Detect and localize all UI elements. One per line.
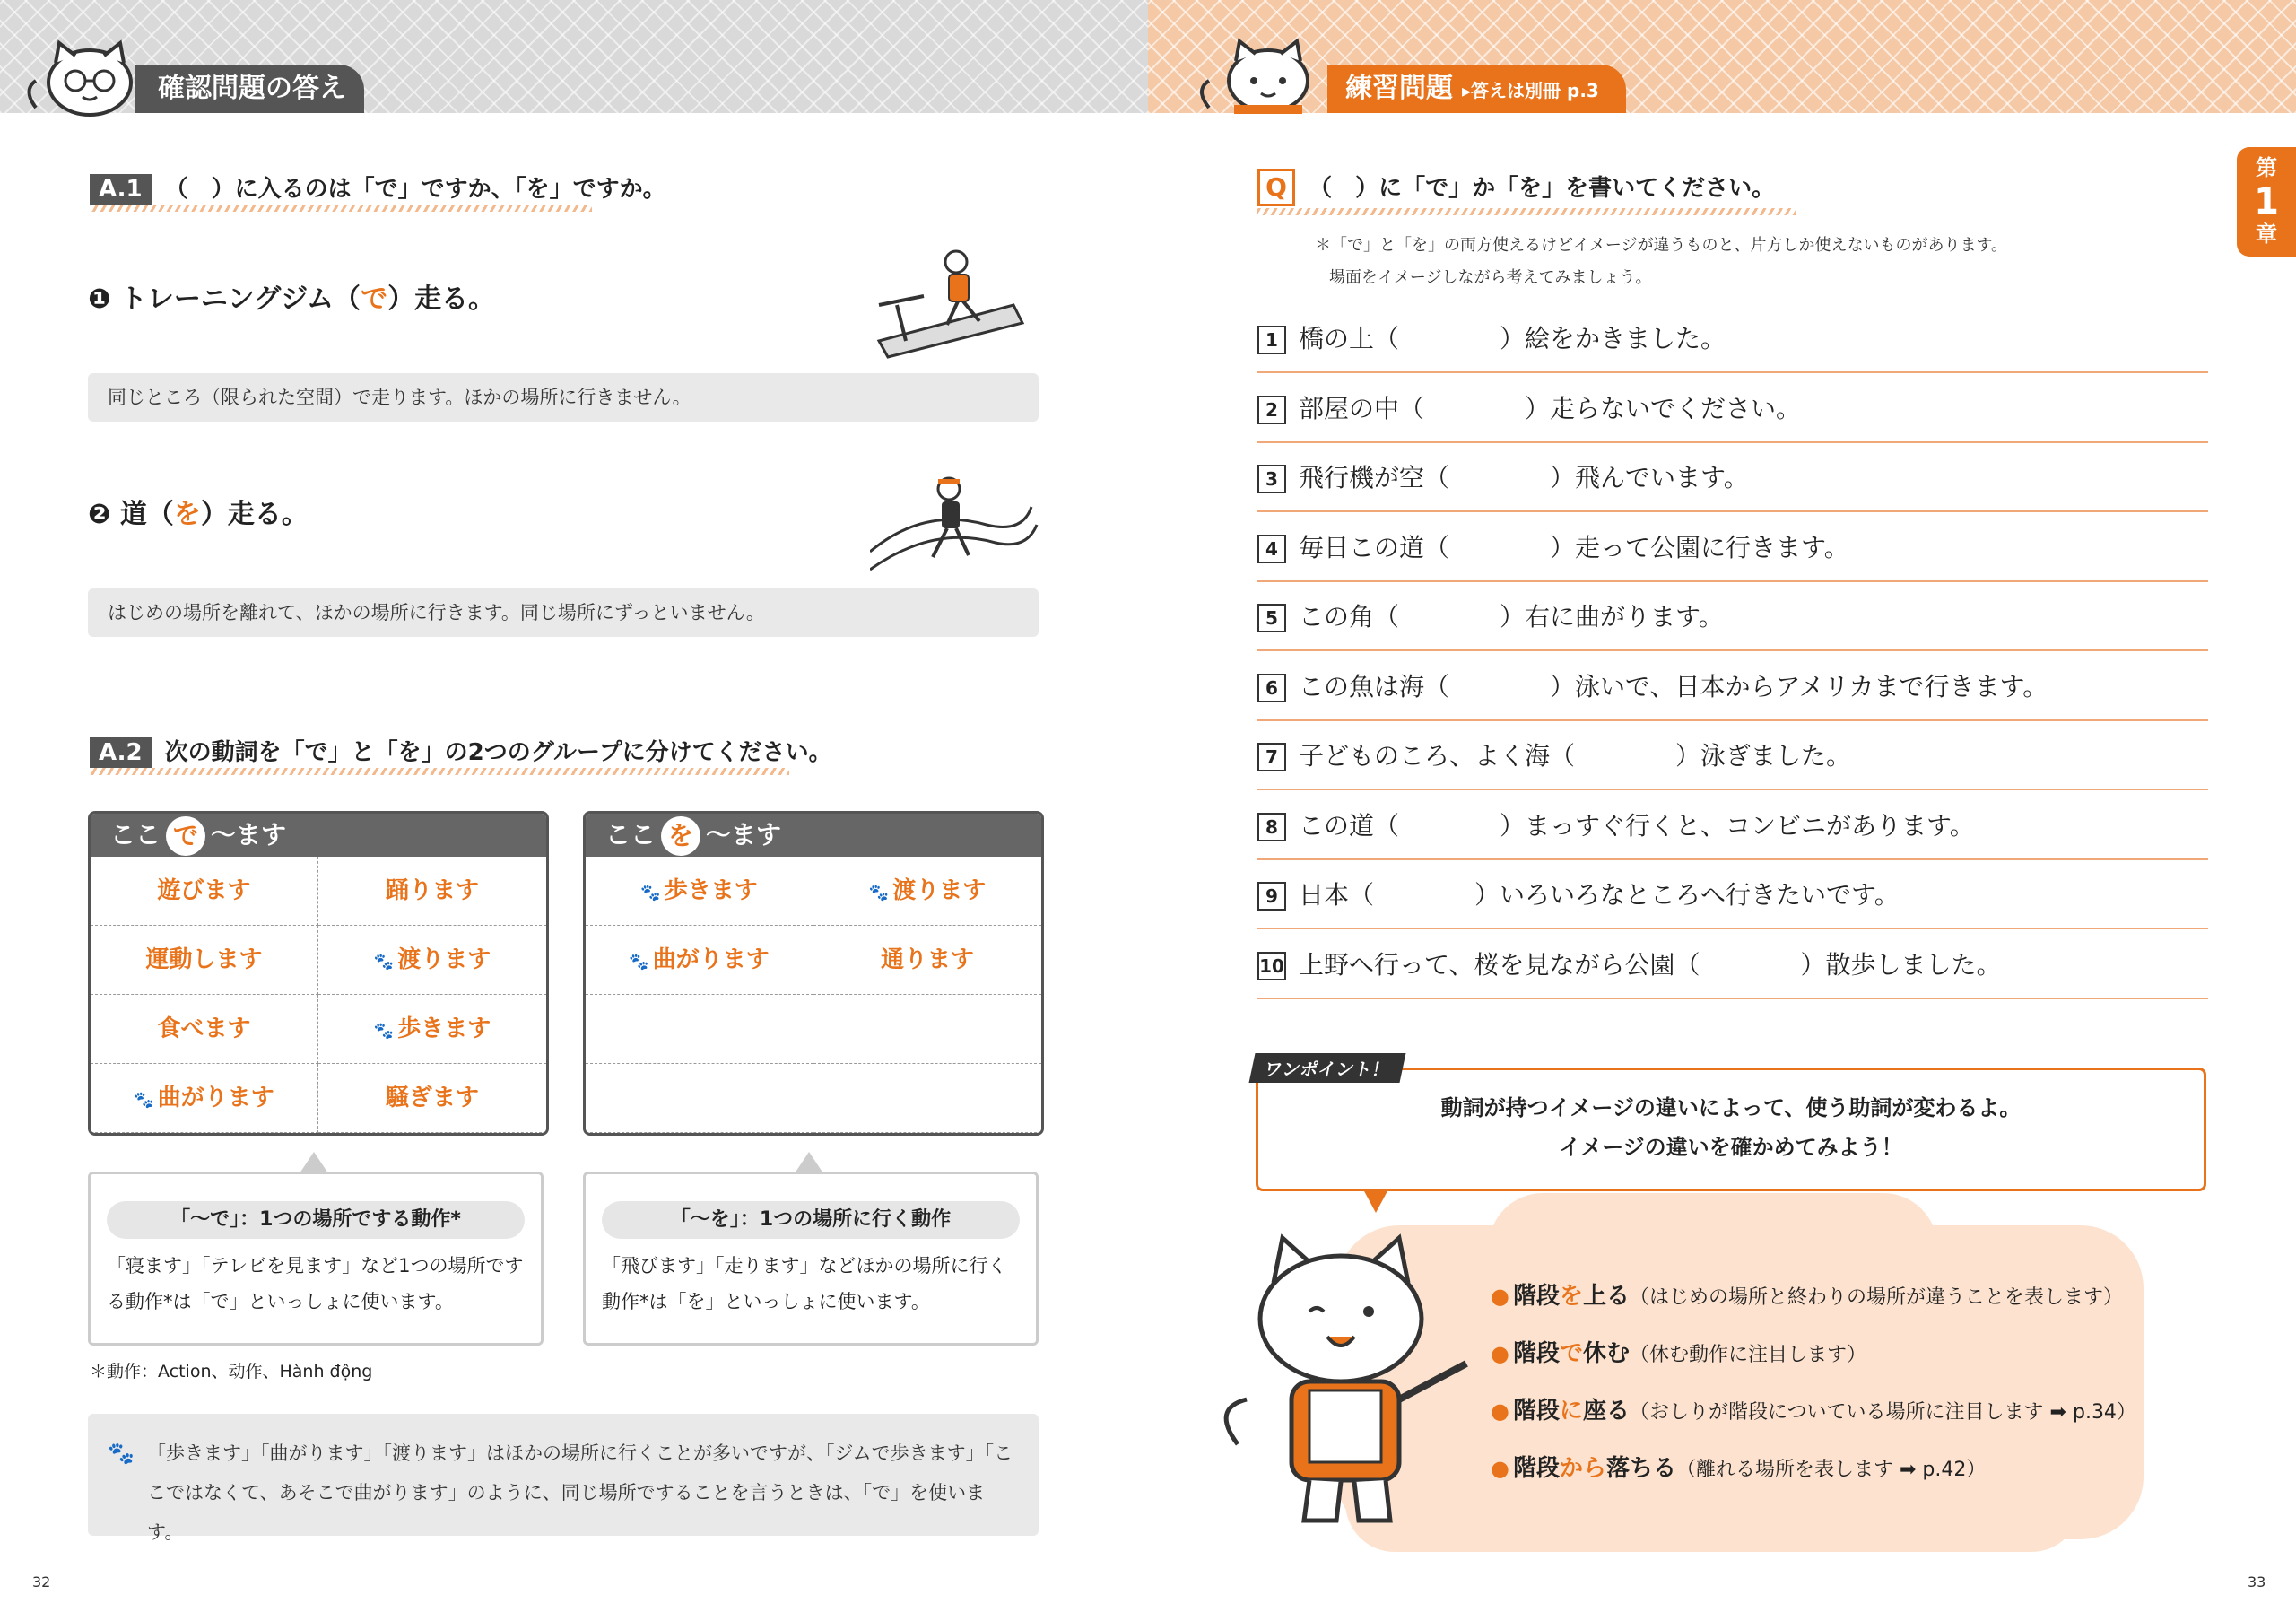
question-row [1257, 653, 2208, 721]
bullet-dot: ● [1491, 1284, 1509, 1309]
right-header-title [1327, 65, 1626, 113]
bullet-word-b: 休む [1582, 1340, 1630, 1367]
paw-icon: 🐾 [868, 884, 890, 902]
paw-icon: 🐾 [373, 1022, 395, 1041]
table-cell-text: 渡ります [397, 946, 491, 973]
question-number: 2 [1257, 396, 1286, 424]
question-row [1257, 792, 2208, 860]
bullet-item [1491, 1335, 1866, 1368]
table-cell [91, 926, 318, 995]
table-de-head-particle: で [166, 816, 205, 856]
question-number: 5 [1257, 604, 1286, 632]
paw-icon: 🐾 [134, 1091, 154, 1110]
onepoint-line1: 動詞が持つイメージの違いによって、使う助詞が変わるよ。 [1440, 1095, 2022, 1120]
table-cell-text: 曲がります [157, 1085, 274, 1111]
question-row [1257, 305, 2208, 373]
table-de-head-suffix: ～ます [211, 820, 287, 850]
cat-pointing-icon [1211, 1229, 1480, 1525]
table-cell-text: 踊ります [385, 877, 479, 904]
onepoint-pointer [1363, 1190, 1388, 1213]
question-text: 上野へ行って、桜を見ながら公園（ ）散歩しました。 [1299, 949, 2002, 980]
table-cell [318, 857, 546, 926]
table-cell [318, 926, 546, 995]
q-label: Q [1257, 169, 1295, 206]
question-row [1257, 861, 2208, 929]
question-text: 子どものころ、よく海（ ）泳ぎました。 [1299, 741, 1852, 771]
treadmill-runner-icon [870, 242, 1031, 359]
table-cell-text: 曲がります [652, 946, 770, 973]
a1-item1-answer: で [361, 283, 388, 315]
table-wo [583, 811, 1044, 1136]
table-wo-grid [586, 857, 1041, 1133]
a2-note-text: 「歩きます」「曲がります」「渡ります」はほかの場所に行くことが多いですが、「ジムで歩きます」「ここではなくて、あそこで曲がります」のように、同じ場所ですることを言うときは、「で」を使います。 [147, 1442, 1013, 1543]
chapter-tab-top: 第 [2256, 155, 2277, 180]
table-cell [813, 857, 1041, 926]
question-number: 9 [1257, 882, 1286, 911]
bullet-item [1491, 1392, 2136, 1425]
question-text: 毎日この道（ ）走って公園に行きます。 [1299, 532, 1849, 562]
bullet-dot: ● [1491, 1341, 1509, 1366]
a1-item2-num: ❷ [88, 499, 111, 530]
onepoint-line2: イメージの違いを確かめてみよう！ [1559, 1135, 1903, 1160]
bullet-note: （休む動作に注目します） [1630, 1344, 1867, 1366]
question-row [1257, 931, 2208, 999]
right-header-title-text: 練習問題 [1345, 73, 1453, 104]
cat-face-icon [1189, 36, 1324, 117]
a1-item1-after: ）走る。 [387, 283, 496, 315]
table-cell-text: 渡ります [892, 877, 987, 904]
question-text: この道（ ）まっすぐ行くと、コンビニがあります。 [1299, 810, 1975, 841]
table-cell [91, 857, 318, 926]
paw-icon: 🐾 [373, 953, 395, 972]
bullet-word-a: 階段 [1512, 1455, 1560, 1482]
road-runner-icon [870, 471, 1040, 579]
question-text: 日本（ ）いろいろなところへ行きたいです。 [1299, 880, 1900, 910]
q-question: （ ）に「で」か「を」を書いてください。 [1309, 175, 1776, 202]
question-number: 1 [1257, 326, 1286, 354]
onepoint-tag: ワンポイント！ [1248, 1053, 1405, 1083]
question-row [1257, 583, 2208, 651]
bullet-word-b: 上る [1582, 1283, 1630, 1310]
a1-item2 [88, 492, 309, 531]
a1-item1-num: ❶ [88, 283, 111, 315]
table-de [88, 811, 549, 1136]
bubble-de [88, 1172, 544, 1346]
left-header-title: 確認問題の答え [135, 65, 364, 113]
question-number: 3 [1257, 465, 1286, 493]
a1-label: A.1 [90, 174, 152, 205]
bubble-wo-title: 「～を」：1つの場所に行く動作 [602, 1201, 1020, 1239]
table-cell [91, 1064, 318, 1133]
question-text: 飛行機が空（ ）飛んでいます。 [1299, 463, 1749, 492]
a1-item1 [88, 276, 495, 316]
q-note-1: ＊「で」と「を」の両方使えるけどイメージが違うものと、片方しか使えないものがあります。 [1315, 236, 2008, 255]
question-number: 6 [1257, 674, 1286, 702]
question-row [1257, 514, 2208, 582]
question-text: 橋の上（ ）絵をかきました。 [1299, 324, 1726, 353]
bubble-wo-pointer [795, 1152, 823, 1173]
table-de-head [91, 814, 546, 857]
bullet-note: （離れる場所を表します ➡ p.42） [1676, 1459, 1987, 1481]
q-note-2: 場面をイメージしながら考えてみましょう。 [1329, 268, 1652, 287]
bullet-particle: から [1559, 1455, 1606, 1482]
table-cell [586, 857, 813, 926]
question-text: この角（ ）右に曲がります。 [1299, 602, 1724, 632]
q-notes [1315, 230, 2007, 294]
left-page-number: 32 [32, 1573, 51, 1590]
q-heading [1257, 169, 1775, 206]
bullet-word-a: 階段 [1512, 1340, 1560, 1367]
bullet-item [1491, 1277, 2123, 1311]
question-row [1257, 722, 2208, 790]
table-cell-text: 食べます [157, 1015, 251, 1042]
a1-item1-before: トレーニングジム（ [119, 283, 361, 315]
table-wo-head-suffix: ～ます [706, 820, 782, 850]
table-cell-text: 運動します [145, 946, 263, 973]
table-cell [813, 995, 1041, 1064]
a2-label: A.2 [90, 737, 152, 768]
a1-item2-after: ）走る。 [200, 499, 309, 530]
a2-question: 次の動詞を「で」と「を」の2つのグループに分けてください。 [164, 739, 832, 766]
question-number: 4 [1257, 535, 1286, 563]
table-cell [318, 995, 546, 1064]
table-cell-text: 歩きます [397, 1015, 491, 1042]
bullet-note: （おしりが階段についている場所に注目します ➡ p.34） [1630, 1401, 2136, 1424]
a2-heading [90, 734, 832, 767]
paw-icon: 🐾 [108, 1441, 135, 1466]
bubble-wo [583, 1172, 1039, 1346]
table-cell [318, 1064, 546, 1133]
table-cell-text: 遊びます [157, 877, 251, 904]
onepoint-box [1256, 1068, 2206, 1191]
a2-footnote: ＊動作：Action、动作、Hành động [90, 1362, 373, 1381]
table-de-head-prefix: ここ [110, 820, 161, 850]
bubble-wo-text: 「飛びます」「走ります」などほかの場所に行く動作*は「を」といっしょに使います。 [602, 1255, 1007, 1312]
question-text: この魚は海（ ）泳いで、日本からアメリカまで行きます。 [1299, 671, 2048, 702]
table-cell [91, 995, 318, 1064]
a1-item1-explanation: 同じところ（限られた空間）で走ります。ほかの場所に行きません。 [88, 373, 1039, 422]
bullet-dot: ● [1491, 1456, 1509, 1481]
bullet-dot: ● [1491, 1399, 1509, 1424]
table-cell-text: 歩きます [664, 877, 758, 904]
bubble-de-text: 「寝ます」「テレビを見ます」など1つの場所でする動作*は「で」といっしょに使います。 [107, 1255, 524, 1312]
a1-item2-explanation: はじめの場所を離れて、ほかの場所に行きます。同じ場所にずっといません。 [88, 588, 1039, 637]
bullet-word-b: 座る [1582, 1398, 1630, 1425]
table-wo-head-particle: を [661, 816, 700, 856]
question-row [1257, 444, 2208, 512]
table-wo-head [586, 814, 1041, 857]
a2-underline [90, 768, 789, 775]
a1-item2-before: 道（ [119, 499, 174, 530]
right-page-number: 33 [2248, 1573, 2266, 1590]
table-cell [586, 1064, 813, 1133]
table-cell [586, 926, 813, 995]
bullet-note: （はじめの場所と終わりの場所が違うことを表します） [1630, 1286, 2124, 1309]
a1-question: （ ）に入るのは「で」ですか、「を」ですか。 [164, 176, 666, 203]
bullet-item [1491, 1450, 1986, 1483]
q-underline [1257, 208, 1796, 215]
paw-icon: 🐾 [629, 953, 649, 972]
a1-underline [90, 205, 592, 212]
bullet-particle: に [1559, 1398, 1583, 1425]
table-cell-text: 通ります [880, 946, 974, 973]
bullet-word-a: 階段 [1512, 1283, 1560, 1310]
a1-heading [90, 170, 666, 204]
table-cell [586, 995, 813, 1064]
bullet-particle: を [1559, 1283, 1583, 1310]
chapter-tab [2237, 147, 2296, 257]
table-cell [813, 1064, 1041, 1133]
question-number: 7 [1257, 743, 1286, 771]
paw-icon: 🐾 [640, 884, 661, 902]
question-number: 10 [1257, 952, 1286, 980]
question-row [1257, 375, 2208, 443]
table-wo-head-prefix: ここ [605, 820, 657, 850]
a1-item2-answer: を [173, 499, 201, 530]
chapter-tab-bottom: 章 [2256, 221, 2277, 247]
table-de-grid [91, 857, 546, 1133]
right-header-sub: ▸答えは別冊 p.3 [1462, 80, 1599, 101]
bullet-word-a: 階段 [1512, 1398, 1560, 1425]
table-cell-text: 騒ぎます [385, 1085, 479, 1111]
question-text: 部屋の中（ ）走らないでください。 [1299, 393, 1802, 423]
table-cell [813, 926, 1041, 995]
question-number: 8 [1257, 813, 1286, 841]
chapter-tab-num: 1 [2254, 180, 2279, 222]
bubble-de-title: 「～で」：1つの場所でする動作* [107, 1201, 525, 1239]
bubble-de-pointer [300, 1152, 328, 1173]
bullet-word-b: 落ちる [1605, 1455, 1676, 1482]
bullet-particle: で [1559, 1340, 1583, 1367]
a2-note [88, 1414, 1039, 1543]
cat-glasses-icon [18, 36, 144, 117]
